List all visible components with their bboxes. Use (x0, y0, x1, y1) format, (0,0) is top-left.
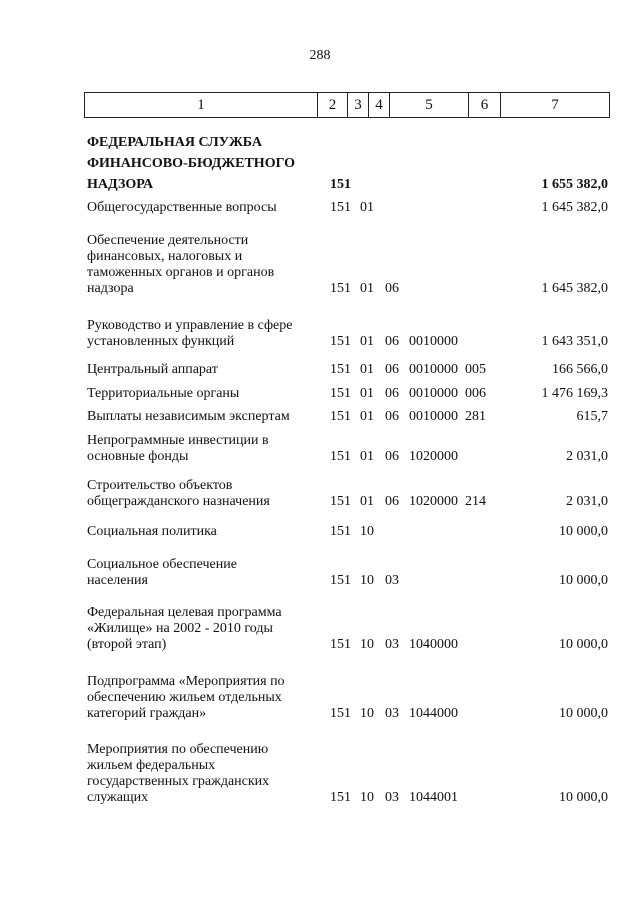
section-code: 10 (360, 706, 374, 721)
subsection-code: 03 (385, 790, 399, 805)
subsection-code: 06 (385, 449, 399, 464)
target-item-code: 0010000 (409, 334, 458, 349)
table-row (0, 200, 640, 216)
row-codes (0, 362, 640, 378)
amount-value: 10 000,0 (559, 573, 608, 588)
target-item-code: 1020000 (409, 494, 458, 509)
amount-value: 1 643 351,0 (541, 334, 608, 349)
row-name-line: Непрограммные инвестиции в (87, 433, 269, 448)
amount-value: 2 031,0 (566, 449, 608, 464)
ministry-code: 151 (330, 362, 351, 377)
row-name-line: Социальное обеспечение (87, 557, 237, 572)
table-row (0, 233, 640, 297)
row-codes (0, 200, 640, 216)
section-code: 01 (360, 362, 374, 377)
target-item-code: 1044001 (409, 790, 458, 805)
row-codes (0, 179, 640, 195)
subsection-code: 06 (385, 334, 399, 349)
row-codes (0, 573, 640, 589)
row-codes (0, 409, 640, 425)
expense-type-code: 005 (465, 362, 486, 377)
row-codes (0, 386, 640, 402)
row-name-line: общегражданского назначения (87, 494, 270, 509)
table-row (0, 605, 640, 653)
row-name-line: (второй этап) (87, 637, 167, 652)
column-header-5: 5 (390, 93, 469, 117)
table-row (0, 132, 640, 195)
ministry-code: 151 (330, 177, 351, 192)
section-code: 01 (360, 200, 374, 215)
amount-value: 10 000,0 (559, 637, 608, 652)
table-row (0, 362, 640, 378)
target-item-code: 1040000 (409, 637, 458, 652)
section-code: 10 (360, 790, 374, 805)
row-codes (0, 334, 640, 350)
section-code: 01 (360, 386, 374, 401)
row-name-line: населения (87, 573, 148, 588)
row-name-line: НАДЗОРА (87, 177, 154, 192)
column-header-6: 6 (469, 93, 501, 117)
table-row (0, 318, 640, 350)
page-number: 288 (309, 48, 331, 63)
row-name-line: Территориальные органы (87, 386, 240, 401)
subsection-code: 06 (385, 494, 399, 509)
table-row (0, 674, 640, 722)
ministry-code: 151 (330, 200, 351, 215)
row-name-line: «Жилище» на 2002 - 2010 годы (87, 621, 273, 636)
row-name-line: финансовых, налоговых и (87, 249, 243, 264)
column-header-2: 2 (318, 93, 348, 117)
section-code: 10 (360, 637, 374, 652)
target-item-code: 0010000 (409, 409, 458, 424)
section-code: 01 (360, 334, 374, 349)
expense-type-code: 006 (465, 386, 486, 401)
row-name-line: Обеспечение деятельности (87, 233, 249, 248)
target-item-code: 1020000 (409, 449, 458, 464)
expense-type-code: 214 (465, 494, 486, 509)
amount-value: 166 566,0 (552, 362, 608, 377)
subsection-code: 03 (385, 706, 399, 721)
row-name-line: служащих (87, 790, 149, 805)
section-code: 10 (360, 573, 374, 588)
row-name-line: ФЕДЕРАЛЬНАЯ СЛУЖБА (87, 135, 262, 150)
row-name-line: Мероприятия по обеспечению (87, 742, 269, 757)
table-row (0, 557, 640, 589)
amount-value: 2 031,0 (566, 494, 608, 509)
row-name-line: Руководство и управление в сфере (87, 318, 293, 333)
row-codes (0, 281, 640, 297)
row-name-line: Подпрограмма «Мероприятия по (87, 674, 285, 689)
column-header-1: 1 (85, 93, 318, 117)
row-name-line: установленных функций (87, 334, 235, 349)
row-codes (0, 524, 640, 540)
row-name-line: ФИНАНСОВО-БЮДЖЕТНОГО (87, 156, 296, 171)
amount-value: 10 000,0 (559, 706, 608, 721)
amount-value: 1 476 169,3 (541, 386, 608, 401)
table-row (0, 478, 640, 510)
subsection-code: 06 (385, 386, 399, 401)
subsection-code: 06 (385, 409, 399, 424)
expense-type-code: 281 (465, 409, 486, 424)
row-name-line: обеспечению жильем отдельных (87, 690, 282, 705)
row-codes (0, 637, 640, 653)
table-row (0, 433, 640, 465)
table-row (0, 409, 640, 425)
table-row (0, 742, 640, 806)
ministry-code: 151 (330, 573, 351, 588)
ministry-code: 151 (330, 334, 351, 349)
ministry-code: 151 (330, 449, 351, 464)
ministry-code: 151 (330, 637, 351, 652)
section-code: 01 (360, 409, 374, 424)
row-codes (0, 449, 640, 465)
amount-value: 1 645 382,0 (541, 200, 608, 215)
column-header-4: 4 (369, 93, 390, 117)
section-code: 01 (360, 449, 374, 464)
ministry-code: 151 (330, 409, 351, 424)
ministry-code: 151 (330, 790, 351, 805)
subsection-code: 06 (385, 281, 399, 296)
table-row (0, 386, 640, 402)
row-codes (0, 790, 640, 806)
target-item-code: 0010000 (409, 362, 458, 377)
subsection-code: 03 (385, 573, 399, 588)
target-item-code: 0010000 (409, 386, 458, 401)
row-name-line: Федеральная целевая программа (87, 605, 282, 620)
ministry-code: 151 (330, 524, 351, 539)
ministry-code: 151 (330, 281, 351, 296)
row-name-line: Общегосударственные вопросы (87, 200, 277, 215)
ministry-code: 151 (330, 494, 351, 509)
table-row (0, 524, 640, 540)
section-code: 01 (360, 494, 374, 509)
ministry-code: 151 (330, 706, 351, 721)
amount-value: 615,7 (576, 409, 608, 424)
row-name-line: государственных гражданских (87, 774, 270, 789)
ministry-code: 151 (330, 386, 351, 401)
row-codes (0, 706, 640, 722)
target-item-code: 1044000 (409, 706, 458, 721)
row-name-line: надзора (87, 281, 134, 296)
row-name-line: Центральный аппарат (87, 362, 218, 377)
amount-value: 10 000,0 (559, 790, 608, 805)
section-code: 01 (360, 281, 374, 296)
row-name-line: Строительство объектов (87, 478, 233, 493)
column-header-7: 7 (551, 97, 559, 113)
row-name-line: Социальная политика (87, 524, 217, 539)
row-name-line: категорий граждан» (87, 706, 207, 721)
row-name-line: основные фонды (87, 449, 189, 464)
amount-value: 1 655 382,0 (541, 177, 608, 192)
amount-value: 1 645 382,0 (541, 281, 608, 296)
row-name-line: таможенных органов и органов (87, 265, 275, 280)
row-name-line: жильем федеральных (87, 758, 216, 773)
row-codes (0, 494, 640, 510)
column-header-row (84, 92, 610, 118)
column-header-3: 3 (348, 93, 369, 117)
section-code: 10 (360, 524, 374, 539)
row-name-line: Выплаты независимым экспертам (87, 409, 290, 424)
amount-value: 10 000,0 (559, 524, 608, 539)
subsection-code: 06 (385, 362, 399, 377)
subsection-code: 03 (385, 637, 399, 652)
